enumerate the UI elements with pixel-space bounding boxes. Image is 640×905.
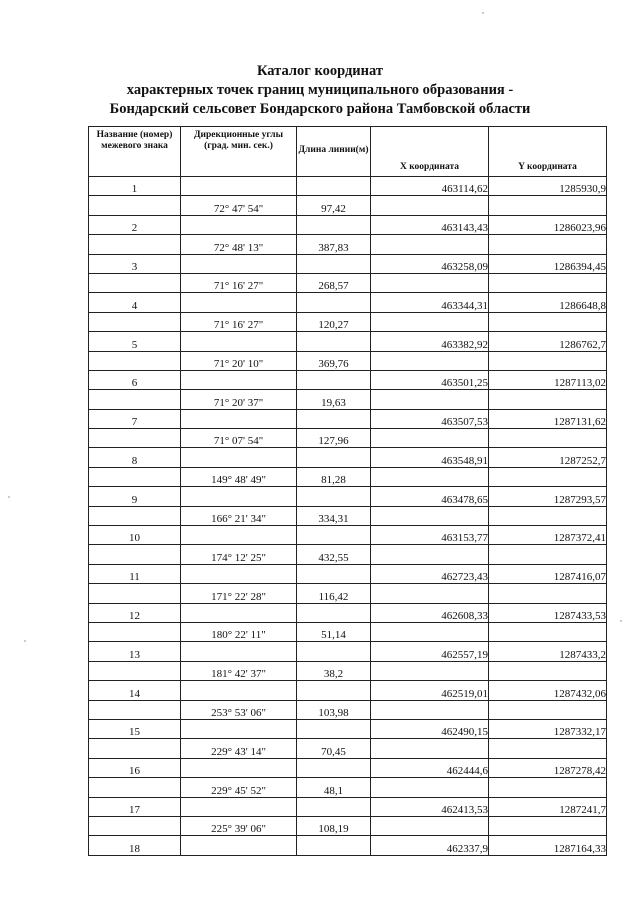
line-length: 116,42 [297,584,371,603]
document-title [0,62,640,119]
x-coordinate: 462413,53 [371,797,489,816]
empty-cell [489,273,607,292]
point-row [89,642,607,661]
segment-row [89,778,607,797]
empty-cell [181,836,297,855]
point-number: 6 [89,370,181,389]
point-row [89,719,607,738]
point-row [89,448,607,467]
empty-cell [371,429,489,448]
line-length: 334,31 [297,506,371,525]
empty-cell [371,390,489,409]
empty-cell [297,719,371,738]
y-coordinate: 1287164,33 [489,836,607,855]
point-number: 11 [89,564,181,583]
empty-cell [181,758,297,777]
point-row [89,332,607,351]
empty-cell [89,545,181,564]
empty-cell [371,584,489,603]
empty-cell [371,816,489,835]
empty-cell [297,409,371,428]
empty-cell [371,312,489,331]
point-row [89,836,607,855]
line-length: 103,98 [297,700,371,719]
empty-cell [297,564,371,583]
header-name: Название (номер) межевого знака [89,127,181,177]
line-length: 268,57 [297,273,371,292]
direction-angle: 174° 12' 25" [181,545,297,564]
x-coordinate: 462723,43 [371,564,489,583]
empty-cell [371,739,489,758]
line-length: 432,55 [297,545,371,564]
point-number: 14 [89,681,181,700]
empty-cell [489,390,607,409]
direction-angle: 225° 39' 06" [181,816,297,835]
empty-cell [89,661,181,680]
point-number: 7 [89,409,181,428]
y-coordinate: 1287372,41 [489,526,607,545]
point-row [89,564,607,583]
direction-angle: 253° 53' 06" [181,700,297,719]
point-number: 5 [89,332,181,351]
direction-angle: 71° 16' 27" [181,312,297,331]
x-coordinate: 463153,77 [371,526,489,545]
y-coordinate: 1285930,9 [489,177,607,196]
direction-angle: 166° 21' 34" [181,506,297,525]
empty-cell [89,506,181,525]
point-number: 18 [89,836,181,855]
y-coordinate: 1287241,7 [489,797,607,816]
empty-cell [89,700,181,719]
empty-cell [297,603,371,622]
point-number: 17 [89,797,181,816]
point-row [89,215,607,234]
point-row [89,758,607,777]
y-coordinate: 1287113,02 [489,370,607,389]
point-number: 8 [89,448,181,467]
empty-cell [489,429,607,448]
empty-cell [489,196,607,215]
table-body [89,177,607,856]
empty-cell [297,797,371,816]
segment-row [89,506,607,525]
empty-cell [297,370,371,389]
segment-row [89,429,607,448]
segment-row [89,196,607,215]
empty-cell [489,661,607,680]
empty-cell [89,622,181,641]
empty-cell [297,526,371,545]
x-coordinate: 463548,91 [371,448,489,467]
x-coordinate: 463114,62 [371,177,489,196]
empty-cell [489,739,607,758]
point-row [89,603,607,622]
title-line-2: характерных точек границ муниципального образования - [126,82,514,98]
empty-cell [89,816,181,835]
point-row [89,487,607,506]
empty-cell [297,681,371,700]
title-line-3: Бондарский сельсовет Бондарского района Тамбовской области [109,101,531,117]
line-length: 51,14 [297,622,371,641]
line-length: 387,83 [297,235,371,254]
direction-angle: 149° 48' 49" [181,467,297,486]
empty-cell [297,332,371,351]
y-coordinate: 1287433,2 [489,642,607,661]
empty-cell [297,642,371,661]
point-number: 9 [89,487,181,506]
empty-cell [181,215,297,234]
x-coordinate: 463478,65 [371,487,489,506]
direction-angle: 71° 16' 27" [181,273,297,292]
y-coordinate: 1287416,07 [489,564,607,583]
empty-cell [89,390,181,409]
point-row [89,681,607,700]
empty-cell [181,642,297,661]
scan-speck [620,620,622,622]
y-coordinate: 1286762,7 [489,332,607,351]
point-number: 10 [89,526,181,545]
empty-cell [181,409,297,428]
empty-cell [371,622,489,641]
empty-cell [297,254,371,273]
y-coordinate: 1287131,62 [489,409,607,428]
direction-angle: 181° 42' 37" [181,661,297,680]
segment-row [89,545,607,564]
empty-cell [371,545,489,564]
scan-speck [24,640,26,642]
segment-row [89,700,607,719]
empty-cell [489,816,607,835]
point-number: 16 [89,758,181,777]
line-length: 369,76 [297,351,371,370]
empty-cell [181,564,297,583]
empty-cell [181,254,297,273]
line-length: 120,27 [297,312,371,331]
y-coordinate: 1286023,96 [489,215,607,234]
line-length: 19,63 [297,390,371,409]
header-y: Y координата [489,127,607,177]
point-row [89,370,607,389]
empty-cell [181,719,297,738]
point-row [89,526,607,545]
point-row [89,254,607,273]
point-number: 12 [89,603,181,622]
x-coordinate: 463501,25 [371,370,489,389]
empty-cell [181,526,297,545]
empty-cell [371,467,489,486]
direction-angle: 71° 20' 10" [181,351,297,370]
header-x: X координата [371,127,489,177]
empty-cell [89,196,181,215]
empty-cell [489,622,607,641]
empty-cell [89,429,181,448]
x-coordinate: 463258,09 [371,254,489,273]
empty-cell [297,215,371,234]
segment-row [89,351,607,370]
empty-cell [371,235,489,254]
empty-cell [89,467,181,486]
empty-cell [489,351,607,370]
y-coordinate: 1286394,45 [489,254,607,273]
scan-speck [8,496,10,498]
header-angle: Дирекционные углы (град. мин. сек.) [181,127,297,177]
empty-cell [489,545,607,564]
empty-cell [371,273,489,292]
empty-cell [371,778,489,797]
empty-cell [181,487,297,506]
point-row [89,409,607,428]
segment-row [89,467,607,486]
empty-cell [181,177,297,196]
empty-cell [297,293,371,312]
line-length: 48,1 [297,778,371,797]
empty-cell [489,506,607,525]
line-length: 127,96 [297,429,371,448]
empty-cell [371,661,489,680]
empty-cell [181,603,297,622]
segment-row [89,816,607,835]
empty-cell [181,681,297,700]
line-length: 108,19 [297,816,371,835]
x-coordinate: 463344,31 [371,293,489,312]
x-coordinate: 462490,15 [371,719,489,738]
segment-row [89,235,607,254]
point-row [89,177,607,196]
segment-row [89,661,607,680]
title-line-1: Каталог координат [256,63,384,79]
line-length: 81,28 [297,467,371,486]
point-row [89,293,607,312]
point-number: 3 [89,254,181,273]
empty-cell [89,312,181,331]
line-length: 70,45 [297,739,371,758]
empty-cell [181,293,297,312]
x-coordinate: 463143,43 [371,215,489,234]
empty-cell [89,778,181,797]
point-row [89,797,607,816]
y-coordinate: 1287278,42 [489,758,607,777]
point-number: 4 [89,293,181,312]
empty-cell [297,836,371,855]
segment-row [89,273,607,292]
segment-row [89,739,607,758]
empty-cell [489,584,607,603]
empty-cell [371,351,489,370]
x-coordinate: 462337,9 [371,836,489,855]
empty-cell [489,235,607,254]
line-length: 97,42 [297,196,371,215]
x-coordinate: 462444,6 [371,758,489,777]
direction-angle: 71° 07' 54" [181,429,297,448]
y-coordinate: 1287332,17 [489,719,607,738]
empty-cell [181,797,297,816]
y-coordinate: 1287433,53 [489,603,607,622]
point-number: 2 [89,215,181,234]
coordinates-table [88,126,607,856]
line-length: 38,2 [297,661,371,680]
empty-cell [489,312,607,331]
segment-row [89,390,607,409]
segment-row [89,622,607,641]
direction-angle: 229° 45' 52" [181,778,297,797]
segment-row [89,584,607,603]
y-coordinate: 1287432,06 [489,681,607,700]
point-number: 15 [89,719,181,738]
empty-cell [371,196,489,215]
x-coordinate: 462608,33 [371,603,489,622]
table-header-row [89,127,607,177]
empty-cell [297,758,371,777]
x-coordinate: 462519,01 [371,681,489,700]
x-coordinate: 463382,92 [371,332,489,351]
y-coordinate: 1286648,8 [489,293,607,312]
direction-angle: 180° 22' 11" [181,622,297,641]
direction-angle: 72° 47' 54" [181,196,297,215]
empty-cell [489,467,607,486]
point-number: 1 [89,177,181,196]
empty-cell [89,584,181,603]
empty-cell [371,506,489,525]
scan-speck [482,12,484,14]
empty-cell [89,273,181,292]
empty-cell [297,448,371,467]
empty-cell [181,332,297,351]
y-coordinate: 1287293,57 [489,487,607,506]
direction-angle: 71° 20' 37" [181,390,297,409]
x-coordinate: 462557,19 [371,642,489,661]
empty-cell [371,700,489,719]
x-coordinate: 463507,53 [371,409,489,428]
y-coordinate: 1287252,7 [489,448,607,467]
direction-angle: 229° 43' 14" [181,739,297,758]
empty-cell [89,739,181,758]
empty-cell [181,370,297,389]
direction-angle: 72° 48' 13" [181,235,297,254]
empty-cell [89,351,181,370]
segment-row [89,312,607,331]
empty-cell [489,700,607,719]
point-number: 13 [89,642,181,661]
header-length: Длина линии(м) [297,127,371,177]
empty-cell [297,487,371,506]
direction-angle: 171° 22' 28" [181,584,297,603]
empty-cell [89,235,181,254]
empty-cell [181,448,297,467]
empty-cell [297,177,371,196]
empty-cell [489,778,607,797]
